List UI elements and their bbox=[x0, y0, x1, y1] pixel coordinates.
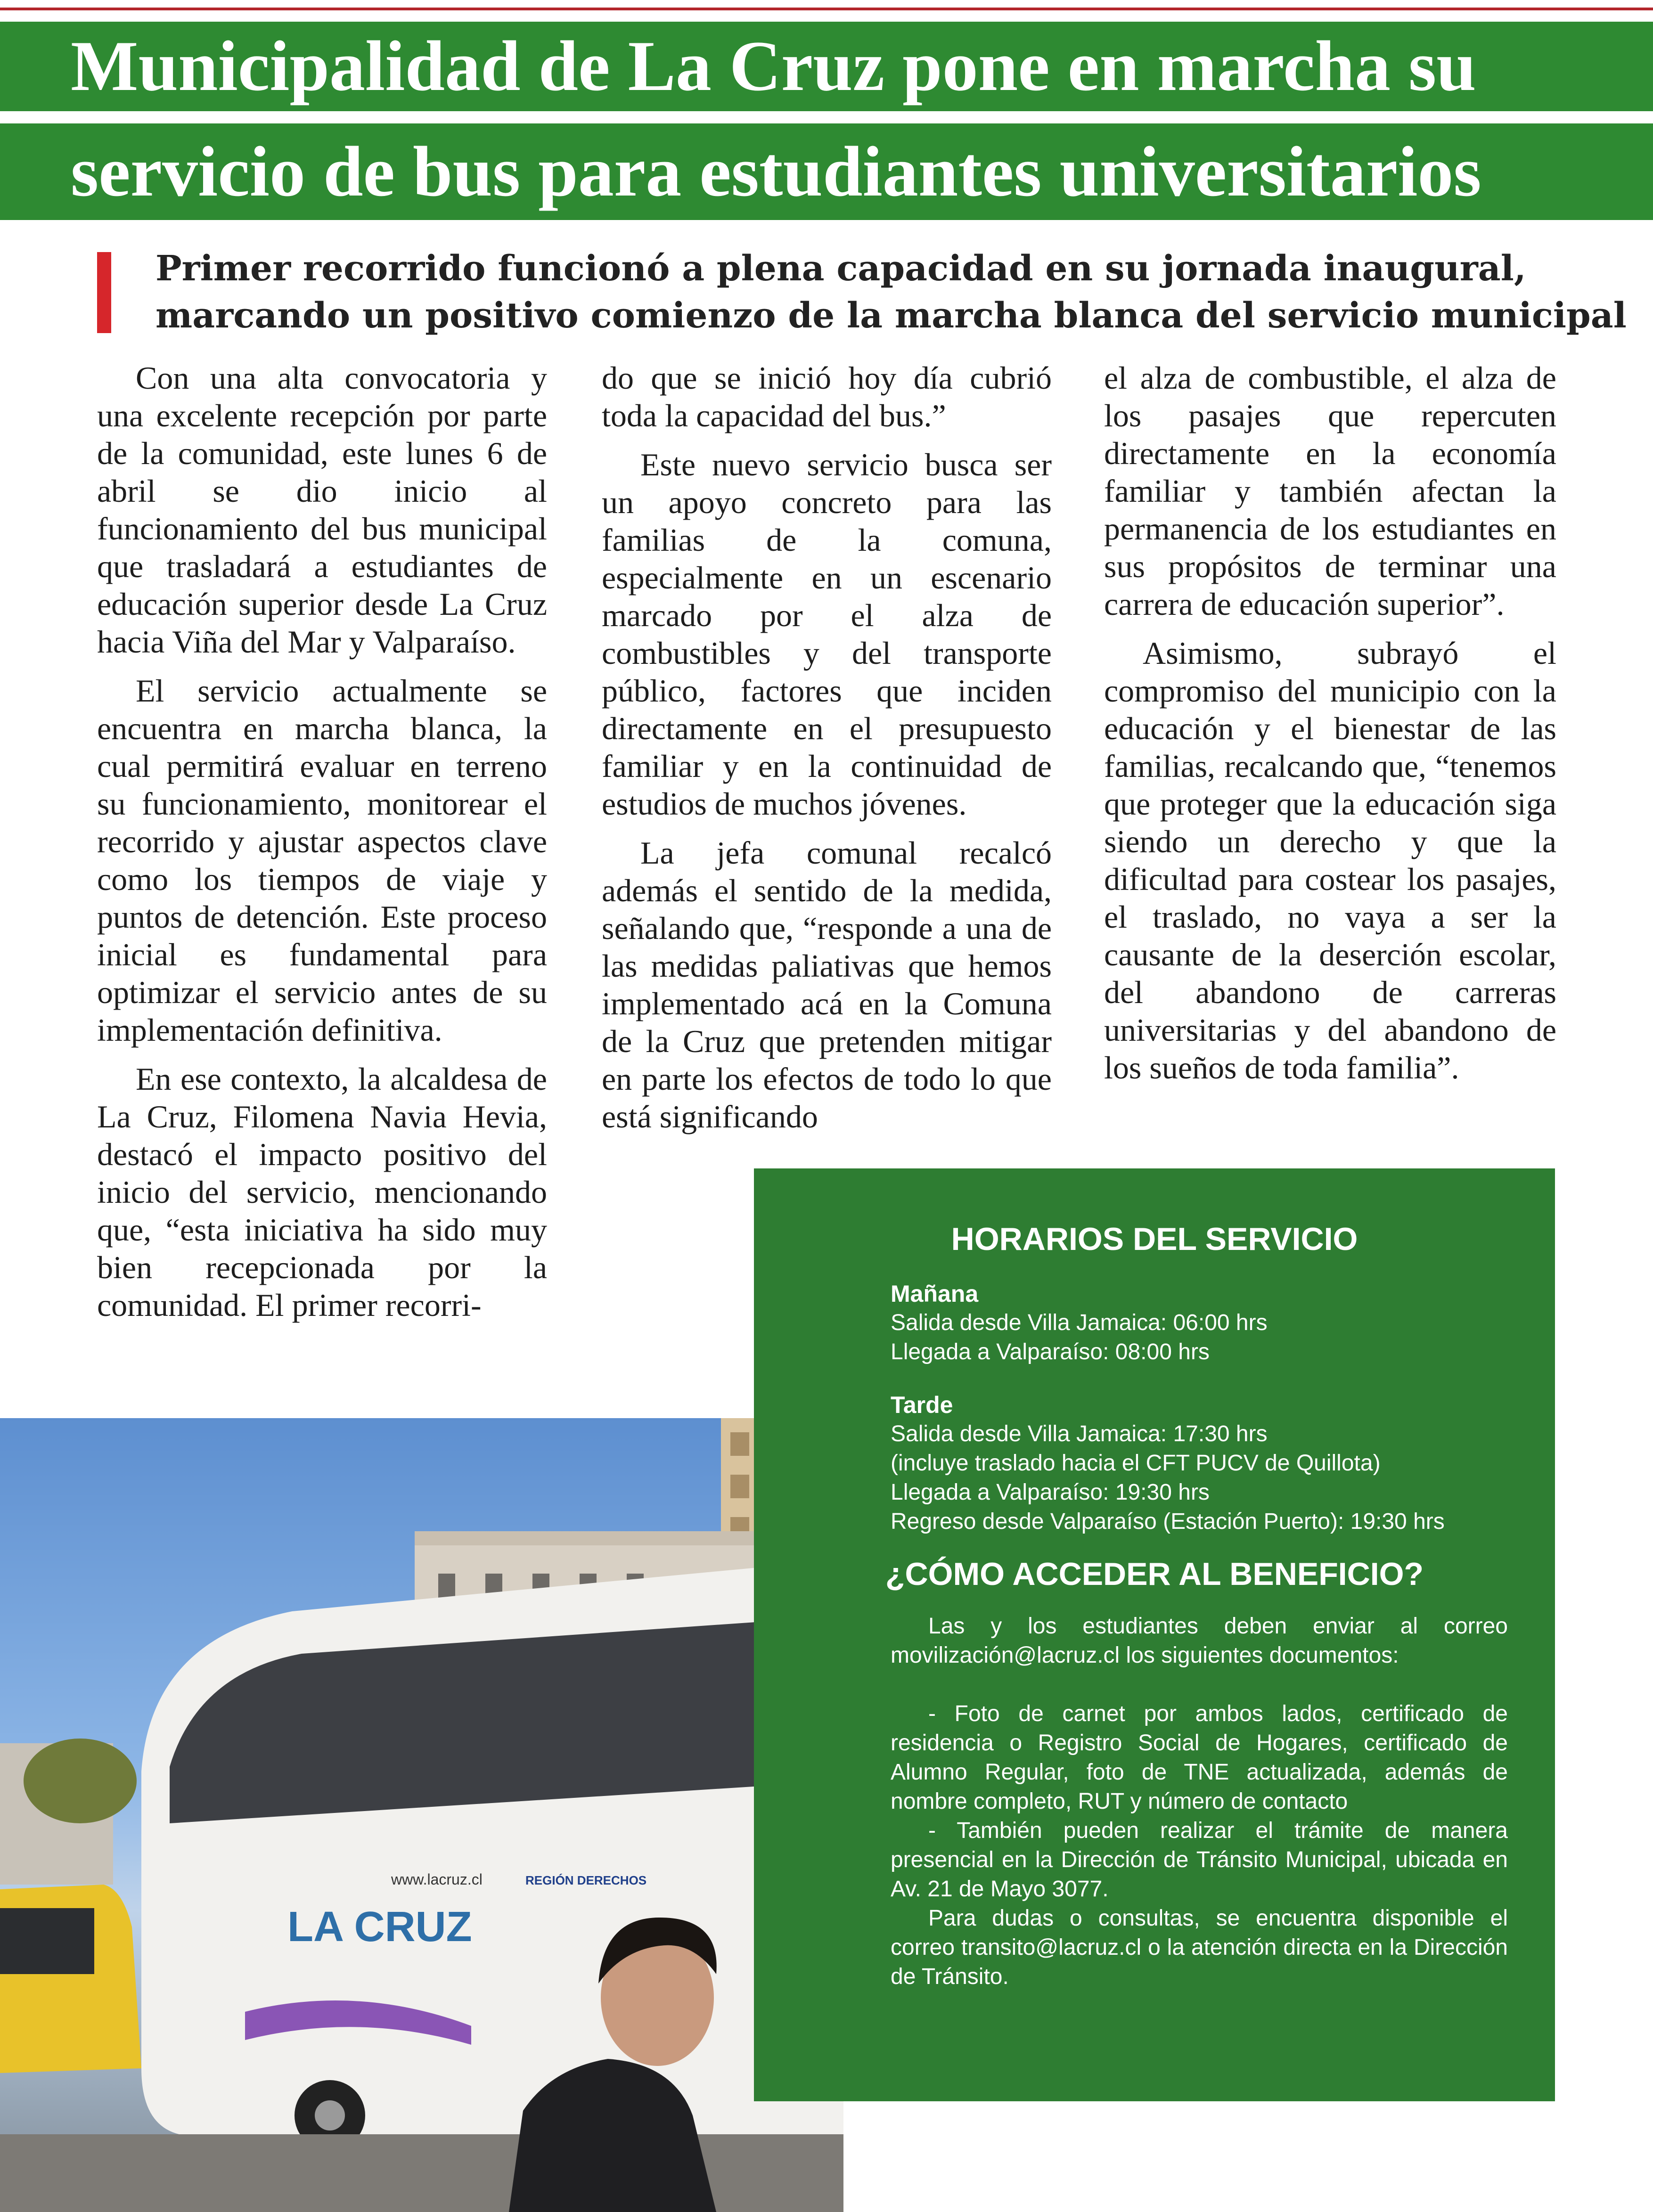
access-title: ¿CÓMO ACCEDER AL BENEFICIO? bbox=[885, 1556, 1424, 1592]
top-rule bbox=[0, 0, 1653, 10]
body-column-2 bbox=[602, 359, 1052, 1135]
morning-label: Mañana bbox=[891, 1281, 979, 1307]
schedule-line: Salida desde Villa Jamaica: 06:00 hrs bbox=[891, 1310, 1268, 1335]
body-column-1 bbox=[97, 359, 547, 1324]
access-intro: Las y los estudiantes deben enviar al correo movilización@lacruz.cl los siguientes documentos: bbox=[891, 1614, 1508, 1668]
schedule-line: Salida desde Villa Jamaica: 17:30 hrs bbox=[891, 1421, 1268, 1446]
headline-line-1: Municipalidad de La Cruz pone en marcha su bbox=[0, 22, 1653, 111]
schedule-line: Llegada a Valparaíso: 19:30 hrs bbox=[891, 1480, 1210, 1505]
access-item: Para dudas o consultas, se encuentra disponible el correo transito@lacruz.cl o la atención directa en la Dirección de Tránsito. bbox=[891, 1906, 1508, 1989]
deck-line-2: marcando un positivo comienzo de la marcha blanca del servicio municipal bbox=[155, 295, 1627, 336]
schedule-line: Llegada a Valparaíso: 08:00 hrs bbox=[891, 1339, 1210, 1364]
bus-region: REGIÓN DERECHOS bbox=[525, 1873, 647, 1887]
schedule-line: (incluye traslado hacia el CFT PUCV de Quillota) bbox=[891, 1451, 1381, 1476]
paragraph: En ese contexto, la alcaldesa de La Cruz, Filomena Navia Hevia, destacó el impacto positivo del inicio del servicio, mencionando que, “esta iniciativa ha sido muy bien recepcionada por la comunidad. El primer recorri- bbox=[97, 1061, 547, 1323]
tree bbox=[24, 1739, 137, 1823]
schedule-line: Regreso desde Valparaíso (Estación Puerto): 19:30 hrs bbox=[891, 1509, 1445, 1534]
deck-marker bbox=[97, 252, 111, 333]
paragraph: Con una alta convocatoria y una excelente recepción por parte de la comunidad, este lunes 6 de abril se dio inicio al funcionamiento del bus municipal que trasladará a estudiantes de educación superior desde La Cruz hacia Viña del Mar y Valparaíso. bbox=[97, 360, 547, 660]
paragraph: El servicio actualmente se encuentra en marcha blanca, la cual permitirá evaluar en terreno su funcionamiento, monitorear el recorrido y ajustar aspectos clave como los tiempos de viaje y puntos de detención. Este proceso inicial es fundamental para optimizar el servicio antes de su implementación definitiva. bbox=[97, 673, 547, 1048]
deck-line-1: Primer recorrido funcionó a plena capacidad en su jornada inaugural, bbox=[155, 248, 1526, 289]
deck bbox=[155, 245, 1627, 339]
paragraph: Asimismo, subrayó el compromiso del municipio con la educación y el bienestar de las familias, recalcando que, “tenemos que proteger que la educación siga siendo un derecho y que la dificultad para costear los pasajes, el traslado, no vaya a ser la causante de la deserción escolar, del abandono de carreras universitarias y del abandono de los sueños de toda familia”. bbox=[1104, 635, 1556, 1086]
body-column-3 bbox=[1104, 359, 1556, 1086]
bus-photo bbox=[0, 1418, 843, 2212]
schedule-box bbox=[754, 1168, 1555, 2101]
pavement bbox=[0, 2134, 843, 2212]
paragraph: do que se inició hoy día cubrió toda la capacidad del bus.” bbox=[602, 360, 1052, 433]
bus-web: www.lacruz.cl bbox=[391, 1871, 483, 1888]
bus-brand: LA CRUZ bbox=[287, 1903, 472, 1951]
afternoon-label: Tarde bbox=[891, 1392, 953, 1418]
headline-line-2: servicio de bus para estudiantes universitarios bbox=[0, 123, 1653, 220]
paragraph: el alza de combustible, el alza de los pasajes que repercuten directamente en la economía familiar y también afectan la permanencia de los estudiantes en sus propósitos de terminar una carrera de educación superior”. bbox=[1104, 360, 1556, 622]
access-item: - También pueden realizar el trámite de manera presencial en la Dirección de Tránsito Municipal, ubicada en Av. 21 de Mayo 3077. bbox=[891, 1818, 1508, 1902]
schedule-title: HORARIOS DEL SERVICIO bbox=[951, 1221, 1358, 1257]
access-item: - Foto de carnet por ambos lados, certificado de residencia o Registro Social de Hogares, certificado de Alumno Regular, foto de TNE actualizada, además de nombre completo, RUT y número de contacto bbox=[891, 1701, 1508, 1814]
headline-gap bbox=[0, 111, 1653, 123]
paragraph: Este nuevo servicio busca ser un apoyo concreto para las familias de la comuna, especialmente en un escenario marcado por el alza de combustibles y del transporte público, factores que inciden directamente en el presupuesto familiar y en la continuidad de estudios de muchos jóvenes. bbox=[602, 447, 1052, 822]
bus-photo-illustration bbox=[0, 1418, 843, 2212]
paragraph: La jefa comunal recalcó además el sentido de la medida, señalando que, “responde a una de las medidas paliativas que hemos implementado acá en la Comuna de la Cruz que pretenden mitigar en parte los efectos de todo lo que está significando bbox=[602, 835, 1052, 1135]
